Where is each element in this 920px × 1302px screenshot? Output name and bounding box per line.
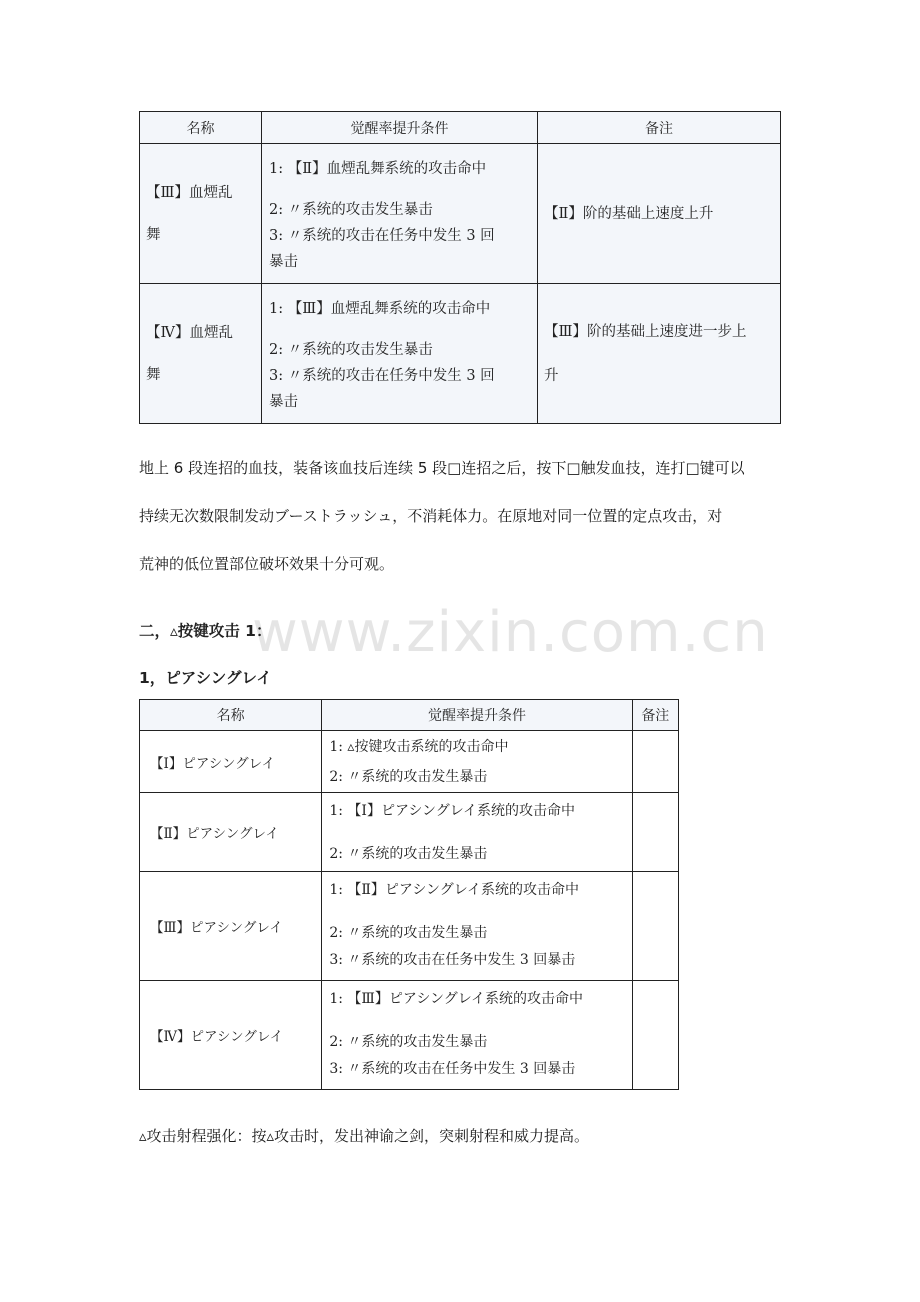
col-header-name: 名称 (140, 700, 322, 731)
table-row (140, 872, 679, 981)
watermark: www.zixin.com.cn (252, 600, 769, 665)
col-header-condition: 觉醒率提升条件 (262, 112, 538, 144)
skill-name: 【Ⅲ】血煙乱 (146, 184, 233, 201)
note-cell (538, 144, 781, 284)
awakening-table-blood-smoke (139, 111, 781, 424)
note-cell (538, 284, 781, 424)
condition-1: 1: ▵按键攻击系统的攻击命中 (329, 738, 509, 755)
condition-1: 1: 【Ⅱ】血煙乱舞系统的攻击命中 (269, 161, 487, 177)
condition-cell (322, 981, 632, 1090)
note-cell (632, 793, 678, 872)
table-row (140, 981, 679, 1090)
condition-2: 2: 〃系统的攻击发生暴击 (269, 202, 433, 218)
table-row (140, 284, 781, 424)
col-header-note: 备注 (632, 700, 678, 731)
condition-2: 2: 〃系统的攻击发生暴击 (329, 768, 488, 785)
awakening-table-piercing-ray (139, 699, 679, 1090)
skill-name: 【Ⅳ】血煙乱 (146, 324, 233, 341)
condition-3: 3: 〃系统的攻击在任务中发生 3 回暴击 (329, 1060, 576, 1077)
condition-2: 2: 〃系统的攻击发生暴击 (269, 342, 433, 358)
table-row (140, 793, 679, 872)
note-cell (632, 872, 678, 981)
skill-name-cont: 舞 (146, 366, 161, 383)
condition-cell (262, 284, 538, 424)
condition-1: 1: 【Ⅰ】ピアシングレイ系统的攻击命中 (329, 802, 576, 819)
paragraph-line-1: 地上 6 段连招的血技，装备该血技后连续 5 段□连招之后，按下□触发血技，连打□键可以 (139, 459, 745, 477)
col-header-condition: 觉醒率提升条件 (322, 700, 632, 731)
note-cell (632, 981, 678, 1090)
skill-name: 【Ⅲ】ピアシングレイ (140, 872, 322, 981)
condition-2: 2: 〃系统的攻击发生暴击 (329, 845, 488, 862)
condition-3-cont: 暴击 (269, 394, 298, 410)
condition-1: 1: 【Ⅲ】血煙乱舞系统的攻击命中 (269, 301, 491, 317)
condition-2: 2: 〃系统的攻击发生暴击 (329, 1033, 488, 1050)
condition-cell (322, 872, 632, 981)
skill-name: 【Ⅱ】ピアシングレイ (140, 793, 322, 872)
table-row (140, 731, 679, 793)
skill-name-cont: 舞 (146, 226, 161, 243)
note: 【Ⅲ】阶的基础上速度进一步上 (544, 323, 747, 340)
skill-name-cell (140, 284, 262, 424)
skill-name-cell (140, 144, 262, 284)
sub-heading: 1，ピアシングレイ (139, 669, 272, 687)
col-header-note: 备注 (538, 112, 781, 144)
condition-1: 1: 【Ⅲ】ピアシングレイ系统的攻击命中 (329, 990, 584, 1007)
skill-name: 【Ⅰ】ピアシングレイ (140, 731, 322, 793)
paragraph-line-2: 持续无次数限制发动ブーストラッシュ，不消耗体力。在原地对同一位置的定点攻击，对 (139, 507, 723, 525)
note-cont: 升 (544, 367, 559, 384)
note-cell (632, 731, 678, 793)
condition-3-cont: 暴击 (269, 254, 298, 270)
note: 【Ⅱ】阶的基础上速度上升 (544, 205, 714, 222)
condition-1: 1: 【Ⅱ】ピアシングレイ系统的攻击命中 (329, 881, 580, 898)
condition-cell (262, 144, 538, 284)
condition-cell (322, 793, 632, 872)
condition-3: 3: 〃系统的攻击在任务中发生 3 回 (269, 228, 495, 244)
paragraph-line-3: 荒神的低位置部位破坏效果十分可观。 (139, 555, 395, 573)
condition-2: 2: 〃系统的攻击发生暴击 (329, 924, 488, 941)
col-header-name: 名称 (140, 112, 262, 144)
condition-3: 3: 〃系统的攻击在任务中发生 3 回 (269, 368, 495, 384)
skill-name: 【Ⅳ】ピアシングレイ (140, 981, 322, 1090)
table-row (140, 144, 781, 284)
condition-3: 3: 〃系统的攻击在任务中发生 3 回暴击 (329, 951, 576, 968)
condition-cell (322, 731, 632, 793)
footer-text: ▵攻击射程强化：按▵攻击时，发出神谕之剑，突刺射程和威力提高。 (139, 1127, 590, 1145)
section-heading: 二，▵按键攻击 1： (139, 622, 272, 640)
